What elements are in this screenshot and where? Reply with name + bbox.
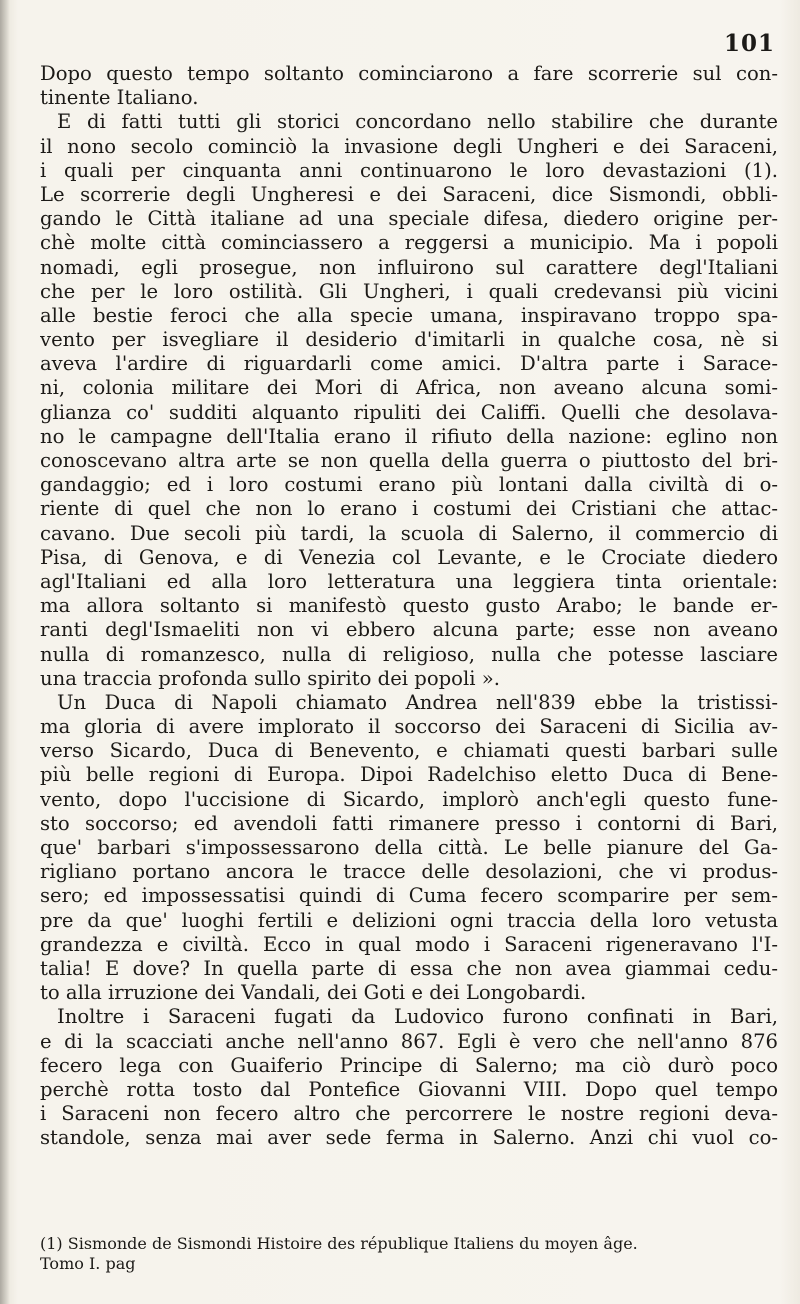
text-line: Pisa, di Genova, e di Venezia col Levante, e le Crociate diedero xyxy=(40,545,778,569)
text-line: chè molte città cominciassero a reggersi a municipio. Ma i popoli xyxy=(40,231,778,255)
text-line: Inoltre i Saraceni fugati da Ludovico furono confinati in Bari, xyxy=(57,1005,778,1029)
text-line: standole, senza mai aver sede ferma in Salerno. Anzi chi vuol co- xyxy=(40,1126,778,1150)
text-line: conoscevano altra arte se non quella della guerra o piuttosto del bri- xyxy=(40,449,778,472)
footnote-line: (1) Sismonde de Sismondi Histoire des république Italiens du moyen âge. xyxy=(40,1234,638,1253)
spine-shadow xyxy=(0,0,10,1304)
text-line: Le scorrerie degli Ungheresi e dei Saraceni, dice Sismondi, obbli- xyxy=(40,182,778,206)
text-line: ma gloria di avere implorato il soccorso dei Saraceni di Sicilia av- xyxy=(40,715,778,739)
text-line: fecero lega con Guaiferio Principe di Salerno; ma ciò durò poco xyxy=(40,1053,778,1077)
text-line: perchè rotta tosto dal Pontefice Giovanni VIII. Dopo quel tempo xyxy=(40,1077,778,1101)
footnote xyxy=(40,1234,778,1274)
text-line: to alla irruzione dei Vandali, dei Goti e dei Longobardi. xyxy=(40,981,587,1005)
text-line: grandezza e civiltà. Ecco in qual modo i Saraceni rigeneravano l'I- xyxy=(40,932,778,956)
text-line: no le campagne dell'Italia erano il rifiuto della nazione: eglino non xyxy=(40,424,778,448)
text-line: que' barbari s'impossessarono della città. Le belle pianure del Ga- xyxy=(40,836,778,859)
text-line: i quali per cinquanta anni continuarono le loro devastazioni (1). xyxy=(40,158,778,182)
text-line: gandaggio; ed i loro costumi erano più lontani dalla civiltà di o- xyxy=(40,473,778,497)
text-line: i Saraceni non fecero altro che percorrere le nostre regioni deva- xyxy=(40,1102,778,1126)
text-line: E di fatti tutti gli storici concordano nello stabilire che durante xyxy=(57,110,778,134)
text-line: aveva l'ardire di riguardarli come amici. D'altra parte i Sarace- xyxy=(40,352,778,376)
text-line: verso Sicardo, Duca di Benevento, e chiamati questi barbari sulle xyxy=(40,739,778,763)
text-line: rigliano portano ancora le tracce delle desolazioni, che vi produs- xyxy=(40,860,778,884)
text-line: sto soccorso; ed avendoli fatti rimanere presso i contorni di Bari, xyxy=(40,811,778,835)
page-number: 101 xyxy=(723,30,775,57)
text-line: riente di quel che non lo erano i costumi dei Cristiani che attac- xyxy=(40,497,778,521)
text-line: ma allora soltanto si manifestò questo gusto Arabo; le bande er- xyxy=(40,594,778,618)
text-line: sero; ed impossessatisi quindi di Cuma fecero scomparire per sem- xyxy=(40,884,778,908)
text-line: nulla di romanzesco, nulla di religioso, nulla che potesse lasciare xyxy=(40,642,778,666)
text-line: Dopo questo tempo soltanto cominciarono a fare scorrerie sul con- xyxy=(40,62,778,85)
text-line: alle bestie feroci che alla specie umana, inspiravano troppo spa- xyxy=(40,303,778,327)
text-line: gando le Città italiane ad una speciale difesa, diedero origine per- xyxy=(40,207,778,231)
text-line: talia! E dove? In quella parte di essa che non avea giammai cedu- xyxy=(40,956,778,980)
text-line: tinente Italiano. xyxy=(40,86,199,110)
text-line: ranti degl'Ismaeliti non vi ebbero alcuna parte; esse non aveano xyxy=(40,618,778,642)
text-line: il nono secolo cominciò la invasione degli Ungheri e dei Saraceni, xyxy=(40,134,778,158)
text-line: ni, colonia militare dei Mori di Africa, non aveano alcuna somi- xyxy=(40,376,778,400)
text-line: e di la scacciati anche nell'anno 867. Egli è vero che nell'anno 876 xyxy=(40,1029,778,1053)
text-line: vento, dopo l'uccisione di Sicardo, implorò anch'egli questo fune- xyxy=(40,787,778,811)
text-line: glianza co' sudditi alquanto ripuliti dei Califfi. Quelli che desolava- xyxy=(40,400,778,424)
text-line: che per le loro ostilità. Gli Ungheri, i quali credevansi più vicini xyxy=(40,279,778,303)
text-line: nomadi, egli prosegue, non influirono sul carattere degl'Italiani xyxy=(40,255,778,279)
text-line: una traccia profonda sullo spirito dei popoli ». xyxy=(40,666,500,690)
footnote-line: Tomo I. pag xyxy=(40,1254,136,1273)
text-line: Un Duca di Napoli chiamato Andrea nell'839 ebbe la tristissi- xyxy=(57,690,778,714)
text-line: cavano. Due secoli più tardi, la scuola di Salerno, il commercio di xyxy=(40,521,778,545)
text-line: pre da que' luoghi fertili e delizioni ogni traccia della loro vetusta xyxy=(40,908,778,932)
text-line: vento per isvegliare il desiderio d'imitarli in qualche cosa, nè si xyxy=(40,328,778,352)
text-line: più belle regioni di Europa. Dipoi Radelchiso eletto Duca di Bene- xyxy=(40,763,778,787)
text-line: agl'Italiani ed alla loro letteratura una leggiera tinta orientale: xyxy=(40,569,778,593)
body-text xyxy=(40,62,778,1150)
